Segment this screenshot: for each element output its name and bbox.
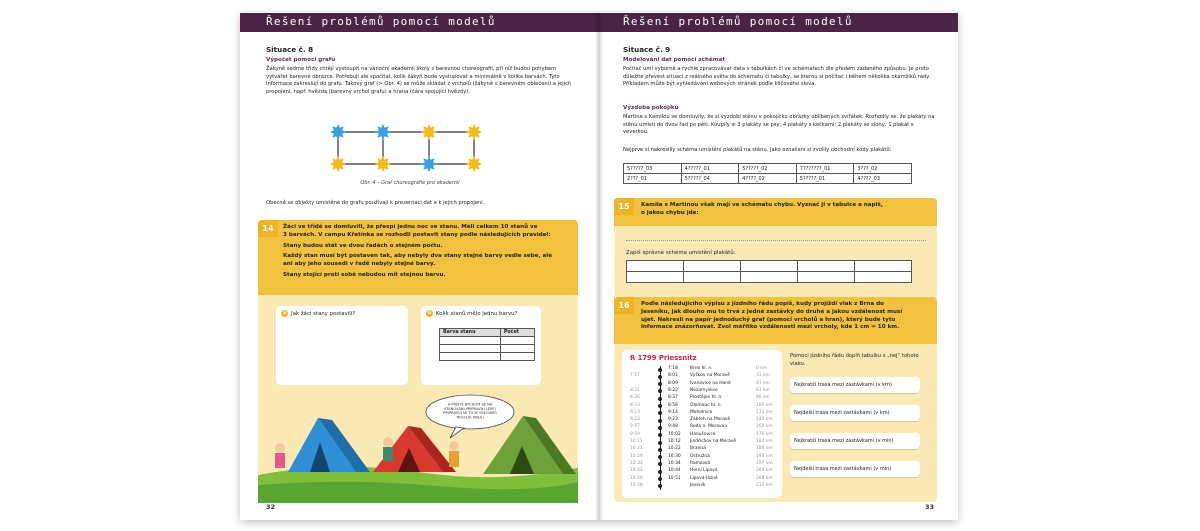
book-spine (595, 13, 603, 520)
open-workbook (240, 13, 958, 520)
departure-time: 10:22 (668, 446, 681, 452)
station-dot (658, 462, 662, 466)
station-dot (658, 455, 662, 459)
distance: 197 km (756, 460, 773, 466)
station-name: Zábřeh na Moravě (690, 417, 731, 423)
task-16 (614, 297, 937, 502)
chapter-band (599, 13, 958, 32)
distance: 61 km (756, 387, 770, 393)
train-name: R 1799 Priessnitz (630, 354, 697, 362)
arrival-time: 7:57 (630, 373, 640, 379)
distance: 31 km (756, 373, 770, 379)
answer-longest-km[interactable]: Nejdelší trasa mezi zastávkami (v km) (790, 405, 920, 421)
choreography-graph (324, 120, 494, 176)
station-dot (658, 470, 662, 474)
arrival-time: 10:29 (630, 453, 643, 459)
departure-time: 8:01 (668, 373, 678, 379)
answer-shortest-km[interactable]: Nejkratší trasa mezi zastávkami (v km) (790, 377, 920, 393)
arrival-time: 10:11 (630, 439, 643, 444)
graph-summary: Obecně se objekty umístěné do grafu používají k prezentaci dat a k jejich propojení. (266, 200, 485, 206)
task-number: 16 (614, 297, 634, 314)
poster-code-table (623, 163, 912, 184)
departure-time: 10:12 (668, 439, 681, 444)
story-paragraph: Martina s Kamilou se domluvily, že si vyzdobí stěnu v pokojíčku obrázky oblíbených zvířátek. Rozhodly se, že plakáty na stěnu umístí do dvou řad po pěti. Koupily si 3 plakáty se psy; 4 plakáty s kočkami; 2 plakáty se slony; 1 plakát s veverkou. (623, 114, 935, 136)
station-name: Branná (690, 446, 706, 452)
departure-time: 9:14 (668, 409, 678, 415)
code-cell: 4????_03 (854, 174, 912, 184)
station-dot (658, 441, 662, 445)
station-dot (658, 375, 662, 379)
answer-box-b (421, 306, 541, 385)
departure-time: 9:48 (668, 424, 678, 430)
departure-time: 8:37 (668, 395, 678, 401)
page-right (599, 13, 958, 520)
question-b: Kolik stanů mělo jednu barvu? (436, 311, 518, 317)
arrival-time: 8:36 (630, 395, 640, 401)
graph-vertex-star (375, 156, 391, 172)
station-name: Nezamyslice (690, 387, 718, 393)
arrival-time: 9:22 (630, 417, 640, 423)
distance: 176 km (756, 431, 773, 437)
departure-time: 8:09 (668, 380, 678, 386)
code-cell: 3???_02 (854, 164, 912, 174)
departure-time: 10:30 (668, 453, 681, 459)
task-16-text: Podle následujícího výpisu z jízdního řádu popiš, kudy projíždí vlak z Brna do Jeseníku, jak dlouho mu to trvá z jedné zastávky do druhé a jakou vzdálenost musí ujet. Nakresli na papír jednoduchý graf (pomocí vrcholů a hran), který bude tyto informace znázorňovat. Zvol měřítko vzdálenosti mezi vrcholy, kde 1 cm = 10 km. (641, 301, 903, 331)
task-15-prompt: Zapiš správné schéma umístění plakátů: (626, 250, 736, 256)
arrival-time: 8:53 (630, 402, 640, 408)
answer-longest-min[interactable]: Nejdelší trasa mezi zastávkami (v min) (790, 461, 920, 477)
distance: 80 km (756, 395, 770, 401)
distance: 165 km (756, 424, 773, 430)
graph-vertex-star (330, 156, 346, 172)
arrival-time: 9:13 (630, 409, 640, 415)
station-name: Ivanovice na Hané (690, 380, 731, 386)
figure-caption: Obr. 4 – Graf choreografie pro akademii (360, 180, 460, 186)
code-cell: 4?????_01 (681, 164, 739, 174)
graph-vertex-star (330, 124, 346, 140)
distance: 145 km (756, 417, 773, 423)
distance: 203 km (756, 468, 773, 474)
arrival-time: 10:21 (630, 446, 643, 452)
station-dot (658, 477, 662, 481)
timetable-rows (630, 366, 780, 492)
col-count: Počet (500, 329, 534, 337)
station-name: Prostějov hl. n. (690, 395, 723, 401)
task-number: 15 (614, 198, 634, 215)
code-cell: 4????_02 (739, 174, 797, 184)
timetable (622, 350, 782, 498)
graph-vertex-star (375, 124, 391, 140)
departure-time: 10:44 (668, 468, 681, 474)
station-dot (658, 419, 662, 423)
chapter-title: Řešení problémů pomocí modelů (623, 15, 853, 28)
station-name: Vyškov na Moravě (690, 373, 730, 379)
station-name: Jeseník (690, 482, 706, 488)
task-number: 14 (258, 220, 278, 237)
code-cell: 2???_01 (624, 174, 682, 184)
graph-vertex-star (466, 124, 482, 140)
arrival-time: 10:50 (630, 475, 643, 481)
schema-note: Nejprve si nakreslily schéma umístění plakátů na stěnu. Jako označení si zvolily obchodní kódy plakátů: (623, 147, 892, 153)
departure-time: 10:34 (668, 460, 681, 466)
intro-paragraph: Počítač umí výborně a rychle zpracovávat data v tabulkách či ve schématech dle předem zadaného způsobu. Je proto důležité převést situaci z reálného světa do schématu či tabulky, se kterou si počítač i během několika okamžiků rady. Příkladem může být vyhledávání webových stránek podle klíčového slova. (623, 66, 931, 88)
station-name: Hanušovice (690, 431, 716, 437)
station-name: Ostružná (690, 453, 710, 459)
distance: 131 km (756, 409, 773, 415)
departure-time: 8:56 (668, 402, 678, 408)
intro-paragraph: Žákyně sedmé třídy chtějí vystoupit na vánoční akademii školy s barevnou choreografií, při níž budou pohybem vytvářet barevné obrazce. Potřebují ale spočítat, kolik žákyň bude vystupovat a minimálně v kolika barvách. Tyto informace zakreslují do grafu. Takový graf (> Obr. 4) se může skládat z vrcholů (žákyně v barevném oblečení) a jejich propojení, např. hvězda (barevný vrchol grafu) a hrana (čára spojující hvězdy). (266, 66, 572, 95)
situation-title: Situace č. 8 (266, 45, 314, 54)
code-cell: 5?????_01 (796, 174, 854, 184)
graph-vertex-star (466, 156, 482, 172)
distance: 212 km (756, 482, 773, 488)
distance: 189 km (756, 446, 773, 452)
camping-illustration (258, 390, 578, 503)
station-dot (658, 368, 662, 372)
chapter-title: Řešení problémů pomocí modelů (266, 15, 496, 28)
station-dot (658, 389, 662, 393)
tent-count-table[interactable] (439, 328, 535, 361)
arrival-time: 9:59 (630, 431, 640, 437)
station-dot (658, 382, 662, 386)
station-dot (658, 411, 662, 415)
question-b-badge: b (427, 311, 432, 316)
question-a-badge: a (282, 311, 287, 316)
station-dot (658, 433, 662, 437)
correct-schema-table[interactable] (626, 260, 912, 283)
station-name: Horní Lipová (690, 468, 718, 474)
departure-time: 7:18 (668, 366, 678, 371)
distance: 182 km (756, 439, 773, 444)
departure-time: 9:23 (668, 417, 678, 423)
station-dot (658, 484, 662, 488)
code-cell: 7???????_01 (796, 164, 854, 174)
arrival-time: 9:47 (630, 424, 640, 430)
code-cell: 5?????_03 (624, 164, 682, 174)
col-color: Barva stanu (440, 329, 501, 337)
station-name: Ramzová (690, 460, 711, 466)
task-15-text: Kamila s Martinou však mají ve schématu chybu. Vyznač ji v tabulce a napiš, o jakou chybu jde: (641, 202, 883, 216)
side-note: Pomocí jízdního řádu doplň tabulku s „nej“ tohoto vlaku. (790, 353, 919, 367)
answer-box-a[interactable] (276, 306, 408, 385)
answer-line[interactable] (626, 240, 926, 241)
station-name: Brno hl. n. (690, 366, 713, 371)
code-cell: 5?????_02 (739, 164, 797, 174)
station-dot (658, 404, 662, 408)
task-15 (614, 198, 937, 300)
station-name: Jindřichov na Moravě (690, 439, 737, 444)
situation-title: Situace č. 9 (623, 45, 671, 54)
station-name: Mohelnice (690, 409, 713, 415)
answer-shortest-min[interactable]: Nejkratší trasa mezi zastávkami (v min) (790, 433, 920, 449)
departure-time: 10:02 (668, 431, 681, 437)
situation-subtitle: Výpočet pomocí grafu (266, 57, 336, 63)
situation-subtitle: Modelování dat pomocí schémat (623, 57, 726, 63)
arrival-time: 8:21 (630, 387, 640, 393)
graph-vertex-star (421, 124, 437, 140)
distance: 208 km (756, 475, 773, 481)
station-dot (658, 426, 662, 430)
chapter-band (240, 13, 599, 32)
departure-time: 10:51 (668, 475, 681, 481)
station-name: Lipová-lázně (690, 475, 718, 481)
station-dot (658, 448, 662, 452)
arrival-time: 10:33 (630, 460, 643, 466)
distance: 0 km (756, 366, 768, 371)
station-dot (658, 397, 662, 401)
graph-vertex-star (421, 156, 437, 172)
distance: 100 km (756, 402, 773, 408)
arrival-time: 10:58 (630, 482, 643, 488)
station-name: Olomouc hl. n. (690, 402, 722, 408)
page-number-right: 33 (924, 503, 934, 511)
distance: 193 km (756, 453, 773, 459)
arrival-time: 10:43 (630, 468, 643, 474)
code-cell: 5?????_04 (681, 174, 739, 184)
distance: 41 km (756, 380, 770, 386)
task-14-text: Žáci ve třídě se domluvili, že přespí jednu noc ve stanu. Měli celkem 10 stanů ve 3 barvách. V campu Křetínka se rozhodli postavit stany podle následujících pravidel: Stany budou stát ve dvou řadách o stejném počtu. Každý stan musí být postaven tak, aby nebyly dva stany stejné barvy vedle sebe, ale ani aby jeho sousedi v řadě nebyly stejné barvy. Stany stojící proti sobě nebudou mít stejnou barvu. (283, 224, 553, 278)
section-heading: Výzdoba pokojíku (623, 105, 679, 111)
page-number-left: 32 (266, 503, 276, 511)
departure-time: 8:22 (668, 387, 678, 393)
page-left (240, 13, 599, 520)
station-name: Ruda n. Moravou (690, 424, 728, 430)
speech-bubble-text: A PŘÍŠTĚ BYCHOM SE NA STANOVÁNÍ PŘIPRAVILI LÉPE! PŘIPRAVUJ MI TO JE VŠECHNO TROCHU MALÉ! (443, 402, 497, 420)
question-a: Jak žáci stany postavili? (291, 311, 356, 317)
task-14 (258, 220, 578, 503)
